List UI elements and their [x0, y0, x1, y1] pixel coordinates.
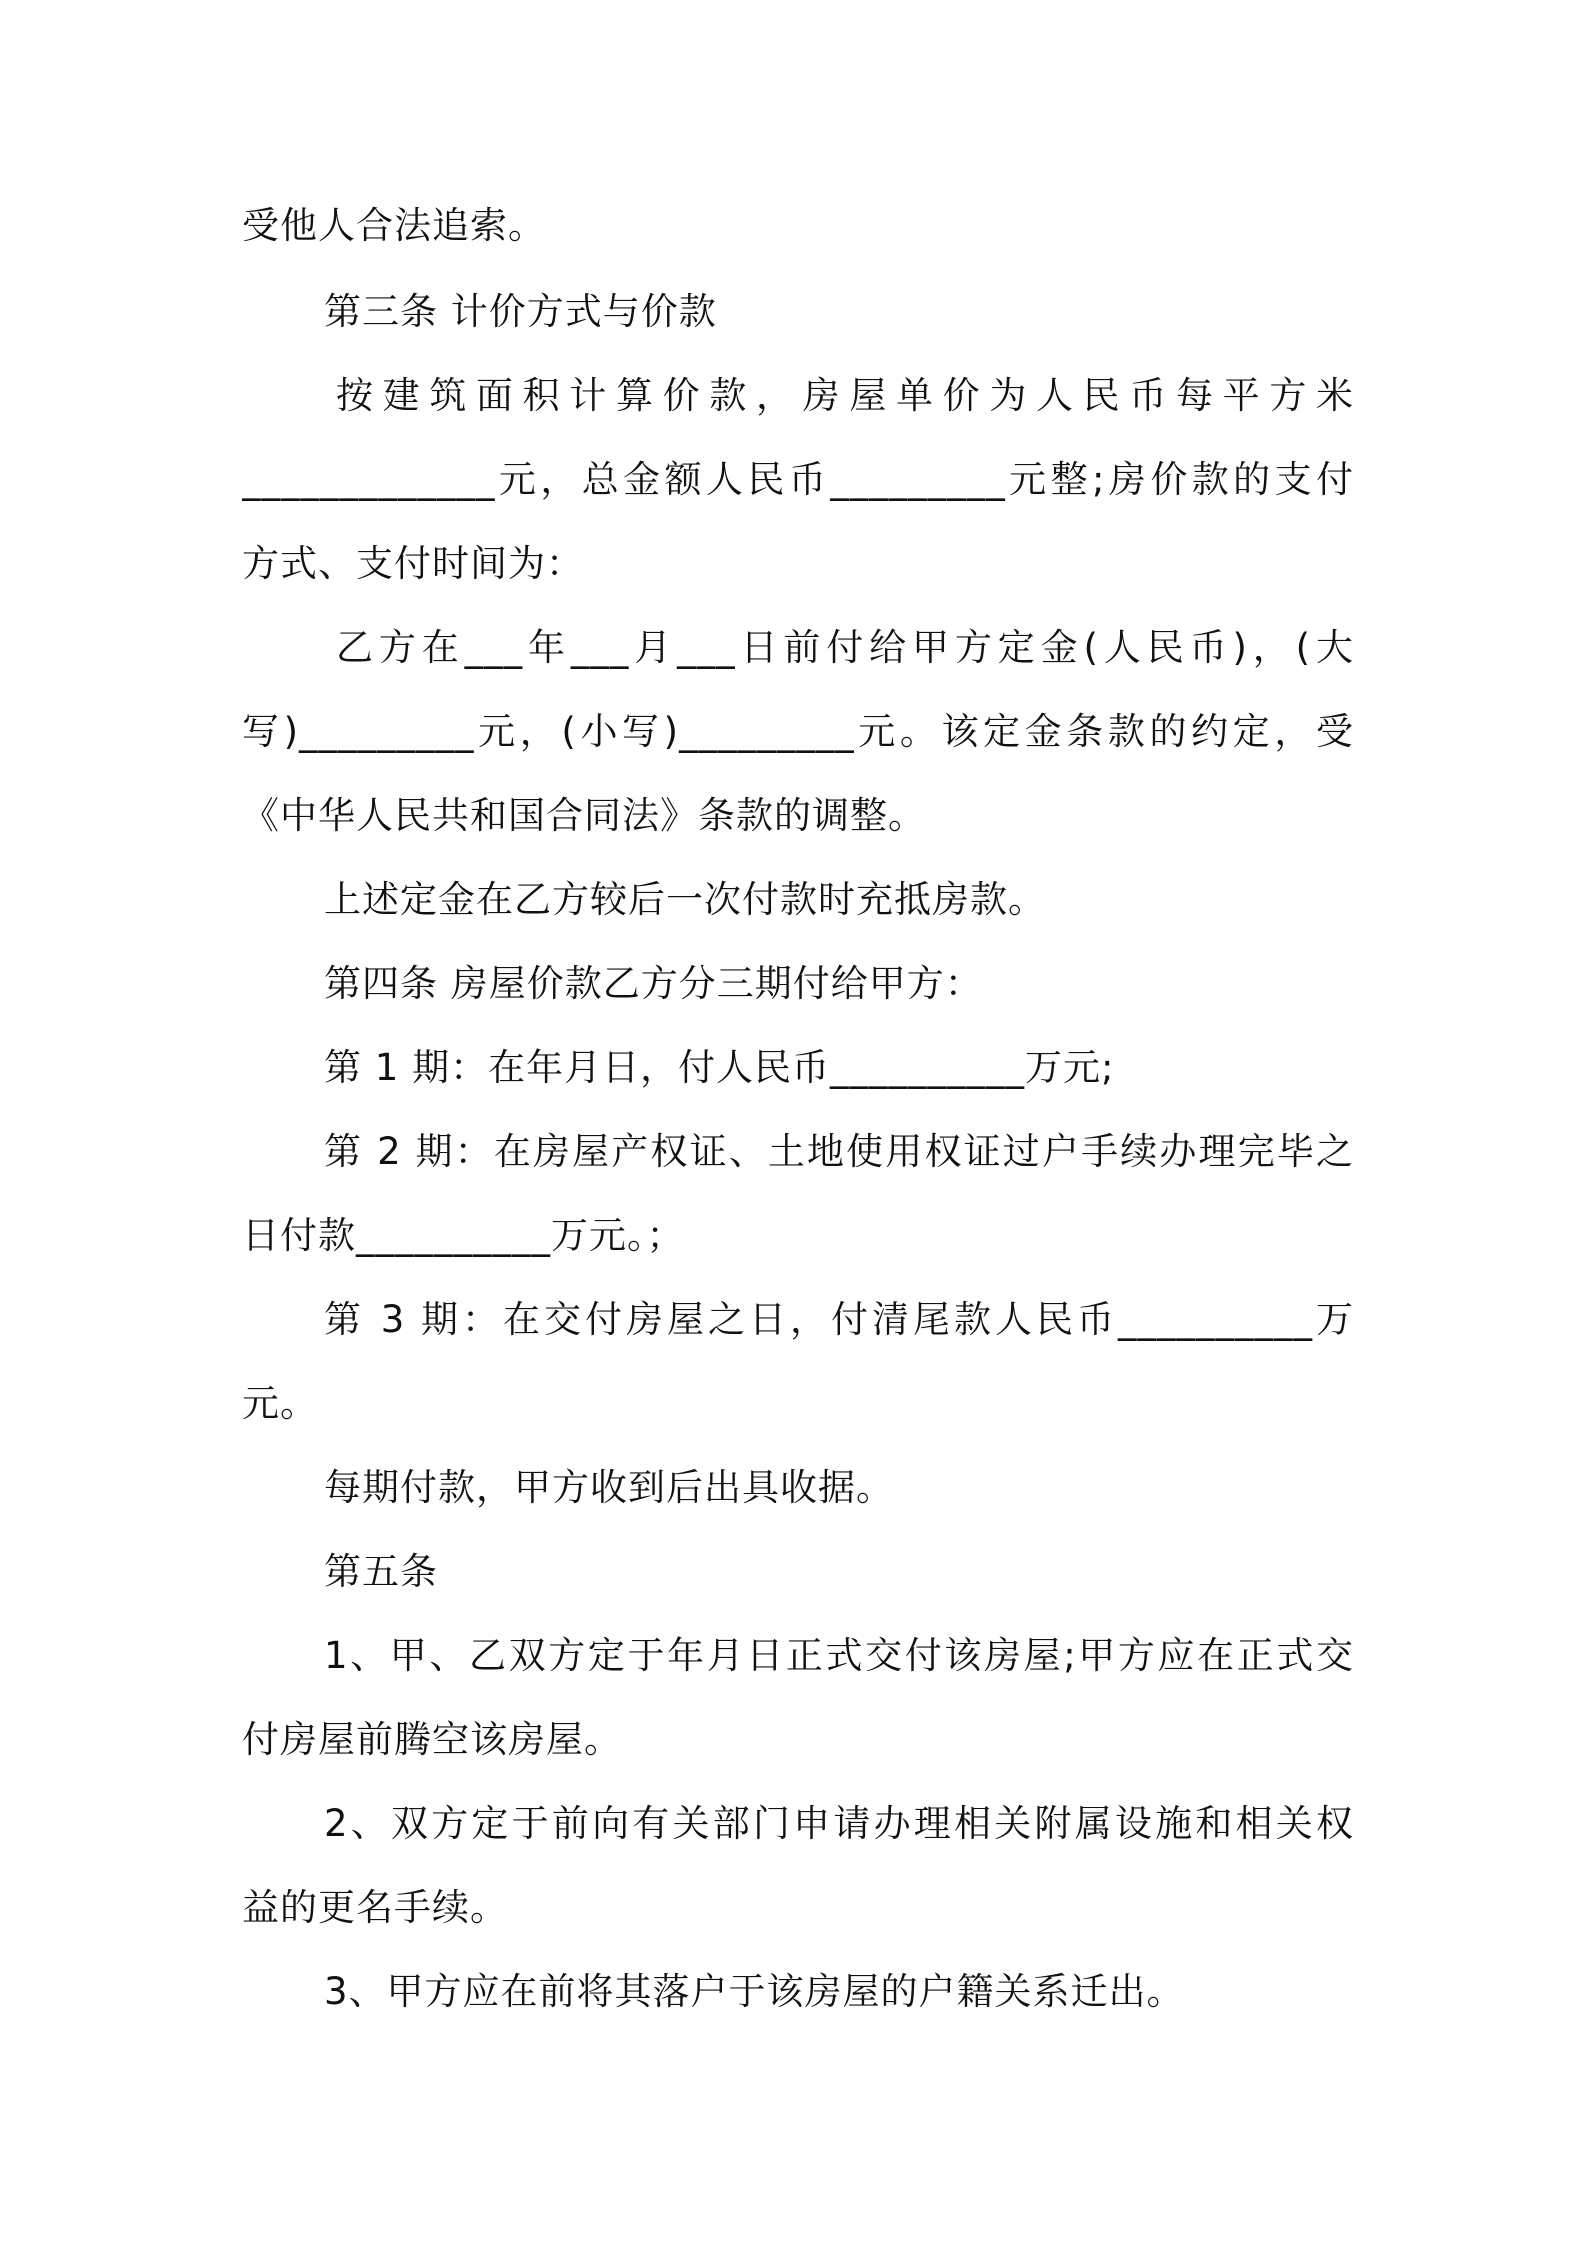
body-text-line: 日付款__________万元。； — [242, 1214, 685, 1257]
body-text-line: 受他人合法追索。 — [242, 204, 546, 247]
body-text-line: 上述定金在乙方较后一次付款时充抵房款。 — [324, 878, 1046, 921]
body-text-line: 按建筑面积计算价款，房屋单价为人民币每平方米 — [336, 374, 1354, 417]
article-5-item-1: 1、甲、乙双方定于年月日正式交付该房屋;甲方应在正式交 — [324, 1634, 1354, 1677]
article-5-item-2: 2、双方定于前向有关部门申请办理相关附属设施和相关权 — [324, 1802, 1354, 1845]
body-text-line: 写)_________元，(小写)_________元。该定金条款的约定，受 — [242, 710, 1354, 753]
payment-installment-2: 第 2 期：在房屋产权证、土地使用权证过户手续办理完毕之 — [324, 1130, 1354, 1173]
body-text-line: _____________元，总金额人民币_________元整;房价款的支付 — [242, 458, 1354, 501]
body-text-line: 每期付款，甲方收到后出具收据。 — [324, 1466, 894, 1509]
article-3-heading: 第三条 计价方式与价款 — [324, 290, 717, 333]
body-text-line: 《中华人民共和国合同法》条款的调整。 — [242, 794, 926, 837]
payment-installment-3: 第 3 期：在交付房屋之日，付清尾款人民币__________万 — [324, 1298, 1354, 1341]
body-text-line: 付房屋前腾空该房屋。 — [242, 1718, 622, 1761]
body-text-line: 元。 — [242, 1382, 318, 1425]
body-text-line: 乙方在___年___月___日前付给甲方定金(人民币)，(大 — [336, 626, 1354, 669]
article-5-item-3: 3、甲方应在前将其落户于该房屋的户籍关系迁出。 — [324, 1970, 1185, 2013]
article-4-heading: 第四条 房屋价款乙方分三期付给甲方： — [324, 962, 983, 1005]
body-text-line: 方式、支付时间为： — [242, 542, 584, 585]
body-text-line: 益的更名手续。 — [242, 1886, 508, 1929]
article-5-heading: 第五条 — [324, 1550, 438, 1593]
payment-installment-1: 第 1 期：在年月日，付人民币__________万元; — [324, 1046, 1115, 1089]
